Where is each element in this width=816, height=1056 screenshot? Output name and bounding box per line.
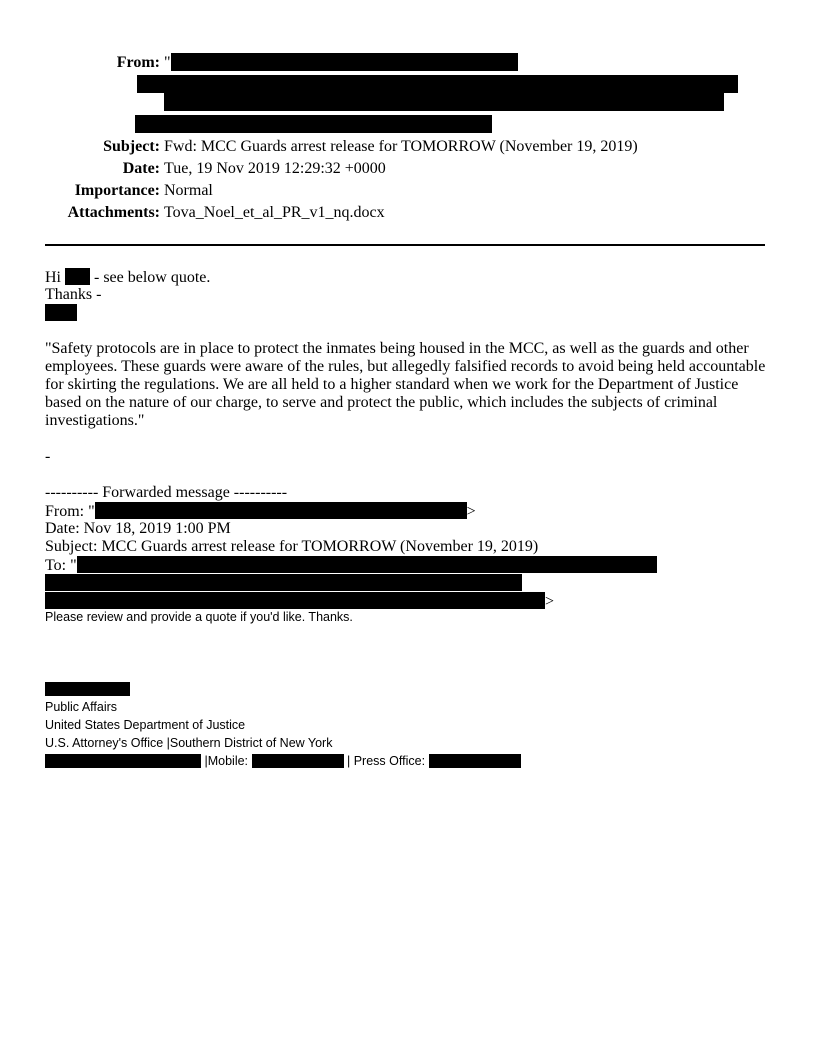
signature-press-label: | Press Office:	[347, 754, 426, 768]
signature-dept: Public Affairs	[45, 700, 118, 714]
redaction-signature-name	[45, 682, 130, 696]
redaction-signature-press	[429, 754, 521, 768]
forwarded-date-line: Date: Nov 18, 2019 1:00 PM	[45, 520, 231, 537]
forwarded-message-text: Please review and provide a quote if you'd like. Thanks.	[45, 610, 353, 624]
redaction-from-line3	[164, 93, 724, 111]
forwarded-from-suffix: >	[466, 503, 476, 520]
dash-line: -	[45, 448, 51, 465]
redaction-forwarded-to	[77, 556, 657, 573]
forwarded-separator: ---------- Forwarded message ----------	[45, 484, 288, 501]
forwarded-to-prefix: To: "	[45, 557, 77, 574]
header-divider	[45, 244, 765, 246]
forwarded-subject-line: Subject: MCC Guards arrest release for TOMORROW (November 19, 2019)	[45, 538, 539, 555]
thanks-line: Thanks -	[45, 286, 102, 303]
subject-label: Subject:	[103, 138, 160, 155]
redaction-recipient	[65, 268, 90, 285]
greeting-rest: - see below quote.	[94, 269, 211, 286]
redaction-from-name	[171, 53, 518, 71]
date-label: Date:	[122, 160, 160, 177]
signature-contact-line	[45, 752, 521, 770]
quote-paragraph: "Safety protocols are in place to protect the inmates being housed in the MCC, as well as the guards and other employees. These guards were aware of the rules, but allegedly falsified records to avoid being held accountable for skirting the regulations. We are all held to a higher standard when we work for the Department of Justice based on the nature of our charge, to serve and protect the public, which includes the subjects of criminal investigations."	[45, 340, 766, 429]
from-label: From:	[116, 54, 160, 71]
forwarded-from-line	[45, 502, 476, 521]
greeting-hi: Hi	[45, 269, 61, 286]
redaction-forwarded-from	[95, 502, 467, 519]
from-quote: "	[164, 54, 171, 71]
redaction-forwarded-to-line2	[45, 574, 522, 591]
signature-office: U.S. Attorney's Office |Southern District of New York	[45, 736, 333, 750]
date-value: Tue, 19 Nov 2019 12:29:32 +0000	[164, 160, 386, 177]
redaction-forwarded-to-line3	[45, 592, 545, 609]
importance-value: Normal	[164, 182, 213, 199]
importance-label: Importance:	[74, 182, 160, 199]
redaction-sender-name	[45, 304, 77, 321]
subject-value: Fwd: MCC Guards arrest release for TOMORROW (November 19, 2019)	[164, 138, 638, 155]
redaction-signature-phone	[45, 754, 201, 768]
forwarded-from-prefix: From: "	[45, 503, 95, 520]
attachment-link[interactable]: Tova_Noel_et_al_PR_v1_nq.docx	[164, 204, 385, 221]
greeting-line	[45, 268, 210, 287]
redaction-from-line2	[137, 75, 738, 93]
redaction-from-line4	[135, 115, 492, 133]
forwarded-to-suffix: >	[545, 593, 555, 610]
signature-mobile-label: |Mobile:	[204, 754, 249, 768]
forwarded-to-line	[45, 556, 657, 575]
signature-org: United States Department of Justice	[45, 718, 246, 732]
attachments-label: Attachments:	[67, 204, 160, 221]
redaction-signature-mobile	[252, 754, 344, 768]
